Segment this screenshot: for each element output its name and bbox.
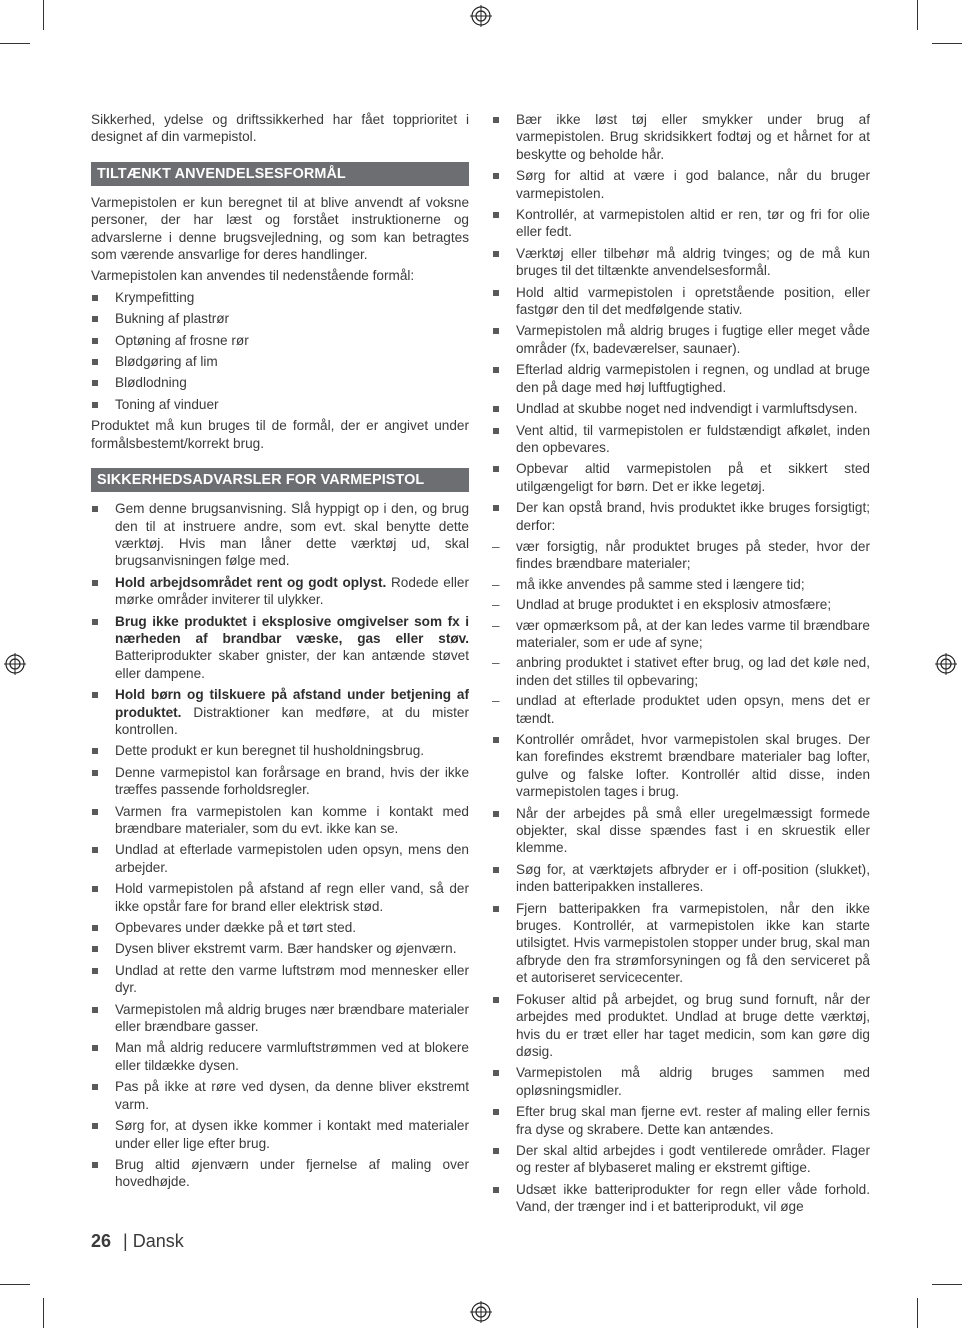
sub-list-item: – må ikke anvendes på samme sted i længere tid; xyxy=(492,576,870,593)
list-item: Når der arbejdes på små eller uregelmæssigt formede objekter, skal disse spændes fast i en skruestik eller klemme. xyxy=(492,805,870,857)
footer-language: Dansk xyxy=(132,1231,184,1251)
crop-mark xyxy=(917,0,918,30)
list-item: Undlad at skubbe noget ned indvendigt i varmluftsdysen. xyxy=(492,400,870,417)
crop-mark xyxy=(43,0,44,30)
crop-mark xyxy=(0,43,30,44)
list-item: Varmepistolen må aldrig bruges i fugtige eller meget våde områder (fx, badeværelser, saunaer). xyxy=(492,322,870,357)
bold-lead: Brug ikke produktet i eksplosive omgivelser som fx i nærheden af brandbar væske, gas eller støv. xyxy=(115,613,469,646)
sub-list-item: – vær opmærksom på, at der kan ledes varme til brændbare materialer, som er ude af syne; xyxy=(492,617,870,652)
list-item: Brug altid øjenværn under fjernelse af maling over hovedhøjde. xyxy=(91,1156,469,1191)
list-item: Denne varmepistol kan forårsage en brand, hvis der ikke træffes passende forholdsregler. xyxy=(91,764,469,799)
warnings-list-continued xyxy=(492,111,870,1216)
intended-use-paragraph: Varmepistolen er kun beregnet til at blive anvendt af voksne personer, der har læst og forstået instruktionerne og advarslerne i denne brugsvejledning, og som kan betragtes som værende ansvarlige for deres handlinger. xyxy=(91,194,469,263)
list-item: Krympefitting xyxy=(91,289,469,306)
section-heading-intended-use: TILTÆNKT ANVENDELSESFORMÅL xyxy=(91,162,469,186)
right-column xyxy=(492,111,870,1220)
crop-mark xyxy=(917,1298,918,1328)
list-item: Varmen fra varmepistolen kan komme i kontakt med brændbare materialer, som du evt. ikke kan se. xyxy=(91,803,469,838)
list-item: Hold varmepistolen på afstand af regn eller vand, så der ikke opstår fare for brand eller elektrisk stød. xyxy=(91,880,469,915)
sub-list-item: – undlad at efterlade produktet uden opsyn, mens det er tændt. xyxy=(492,692,870,727)
purposes-intro: Varmepistolen kan anvendes til nedenstående formål: xyxy=(91,268,415,284)
section-heading-safety-warnings: SIKKERHEDSADVARSLER FOR VARMEPISTOL xyxy=(91,468,469,492)
list-item: Man må aldrig reducere varmluftstrømmen ved at blokere eller tildække dysen. xyxy=(91,1039,469,1074)
list-item: Bær ikke løst tøj eller smykker under brug af varmepistolen. Brug skridsikkert fodtøj og et hårnet for at beskytte og beholde hår. xyxy=(492,111,870,163)
list-item: Bukning af plastrør xyxy=(91,310,469,327)
list-item: Undlad at rette den varme luftstrøm mod mennesker eller dyr. xyxy=(91,962,469,997)
list-item: Opbevar altid varmepistolen på et sikkert sted utilgængeligt for børn. Det er ikke legetøj. xyxy=(492,460,870,495)
footer-separator: | xyxy=(123,1231,128,1251)
list-item: Efterlad aldrig varmepistolen i regnen, og undlad at bruge den på dage med høj luftfugtighed. xyxy=(492,361,870,396)
list-item: Søg for, at værktøjets afbryder er i off-position (slukket), inden batteripakken installeres. xyxy=(492,861,870,896)
page-footer xyxy=(91,1231,184,1252)
list-item: Varmepistolen må aldrig bruges sammen med opløsningsmidler. xyxy=(492,1064,870,1099)
list-item: Blødgøring af lim xyxy=(91,353,469,370)
list-item: Fokuser altid på arbejdet, og brug sund fornuft, når der arbejdes med produktet. Undlad at bruge dette værktøj, hvis du er træt eller har taget medicin, som kan gøre dig døsig. xyxy=(492,991,870,1061)
registration-mark-icon xyxy=(935,653,957,675)
sub-list-item: – anbring produktet i stativet efter brug, og lad det køle ned, inden det stilles til opbevaring; xyxy=(492,654,870,689)
list-item: Pas på ikke at røre ved dysen, da denne bliver ekstremt varm. xyxy=(91,1078,469,1113)
list-item: Vent altid, til varmepistolen er fuldstændigt afkølet, inden den opbevares. xyxy=(492,422,870,457)
crop-mark xyxy=(932,43,962,44)
page-number: 26 xyxy=(91,1231,112,1251)
list-item: Kontrollér området, hvor varmepistolen skal bruges. Der kan forefindes ekstremt brændbare materialer bag lofter, gulve og falske lofter. Kontrollér altid disse, inden varmepistolen tages i brug. xyxy=(492,731,870,801)
intro-paragraph: Sikkerhed, ydelse og driftssikkerhed har fået topprioritet i designet af din varmepistol. xyxy=(91,112,469,145)
fire-risk-sublist xyxy=(492,538,870,727)
list-item: Opbevares under dække på et tørt sted. xyxy=(91,919,469,936)
warnings-list xyxy=(91,500,469,1191)
list-item: Hold børn og tilskuere på afstand under betjening af produktet. Distraktioner kan medføre, at du mister kontrollen. xyxy=(91,686,469,738)
list-item: Dysen bliver ekstremt varm. Bær handsker og øjenværn. xyxy=(91,940,469,957)
list-item: Undlad at efterlade varmepistolen uden opsyn, mens den arbejder. xyxy=(91,841,469,876)
registration-mark-icon xyxy=(470,5,492,27)
list-item: Udsæt ikke batteriprodukter for regn eller våde forhold. Vand, der trænger ind i et batteriprodukt, vil øge xyxy=(492,1181,870,1216)
list-item: Hold altid varmepistolen i opretstående position, eller fastgør den til det medfølgende stativ. xyxy=(492,284,870,319)
registration-mark-icon xyxy=(4,653,26,675)
crop-mark xyxy=(932,1284,962,1285)
list-item: Efter brug skal man fjerne evt. rester af maling eller fernis fra dyse og skrabere. Dette kan antændes. xyxy=(492,1103,870,1138)
purposes-list xyxy=(91,289,469,413)
list-item: Varmepistolen må aldrig bruges nær brændbare materialer eller brændbare gasser. xyxy=(91,1001,469,1036)
list-item: Gem denne brugsanvisning. Slå hyppigt op i den, og brug den til at instruere andre, som evt. skal benytte dette værktøj. Hvis man låner dette værktøj ud, skal brugsanvisningen følge med. xyxy=(91,500,469,570)
list-item: Dette produkt er kun beregnet til husholdningsbrug. xyxy=(91,742,469,759)
list-item: Kontrollér, at varmepistolen altid er ren, tør og fri for olie eller fedt. xyxy=(492,206,870,241)
bold-lead: Hold børn og tilskuere på afstand under betjening af produktet. xyxy=(115,687,469,720)
list-item: Toning af vinduer xyxy=(91,396,469,413)
list-item: Optøning af frosne rør xyxy=(91,332,469,349)
list-item: Blødlodning xyxy=(91,374,469,391)
list-item: Der skal altid arbejdes i godt ventilerede områder. Flager og rester af blybaseret maling er ekstremt giftige. xyxy=(492,1142,870,1177)
registration-mark-icon xyxy=(470,1301,492,1323)
list-item: Sørg for, at dysen ikke kommer i kontakt med materialer under eller lige efter brug. xyxy=(91,1117,469,1152)
bold-lead: Hold arbejdsområdet rent og godt oplyst. xyxy=(115,574,387,590)
crop-mark xyxy=(0,1284,30,1285)
purposes-note: Produktet må kun bruges til de formål, der er angivet under formålsbestemt/korrekt brug. xyxy=(91,418,469,451)
list-item: Sørg for altid at være i god balance, når du bruger varmepistolen. xyxy=(492,167,870,202)
list-item: Værktøj eller tilbehør må aldrig tvinges; og de må kun bruges til det tiltænkte anvendelsesformål. xyxy=(492,245,870,280)
sub-list-item: – Undlad at bruge produktet i en eksplosiv atmosfære; xyxy=(492,596,870,613)
list-item: Fjern batteripakken fra varmepistolen, når den ikke bruges. Kontrollér, at varmepistolen ikke kan starte utilsigtet. Hvis varmepistolen stopper under brug, skal man afbryde den fra strømforsyningen og få den serviceret på et autoriseret servicecenter. xyxy=(492,900,870,987)
left-column xyxy=(91,111,469,1195)
list-item-fire-risk: Der kan opstå brand, hvis produktet ikke bruges forsigtigt; derfor: – vær forsigtig, når produktet bruges på steder, hvor der findes brændbare materialer; – må ikke anvendes på samme sted i længere tid; – Undlad at bruge produktet i en eksplosiv atmosfære; – vær opmærksom på, at der kan ledes varme til brændbare materialer, som er ude af syne; – anbring produktet i stativet efter brug, og lad det køle ned, inden det stilles til opbevaring; – undlad at efterlade produktet uden opsyn, mens det er tændt. xyxy=(492,499,870,727)
sub-list-item: – vær forsigtig, når produktet bruges på steder, hvor der findes brændbare materialer; xyxy=(492,538,870,573)
list-item: Brug ikke produktet i eksplosive omgivelser som fx i nærheden af brandbar væske, gas eller støv. Batteriprodukter skaber gnister, der kan antænde støvet eller dampene. xyxy=(91,613,469,683)
list-item: Hold arbejdsområdet rent og godt oplyst. Rodede eller mørke områder inviterer til ulykker. xyxy=(91,574,469,609)
crop-mark xyxy=(43,1298,44,1328)
